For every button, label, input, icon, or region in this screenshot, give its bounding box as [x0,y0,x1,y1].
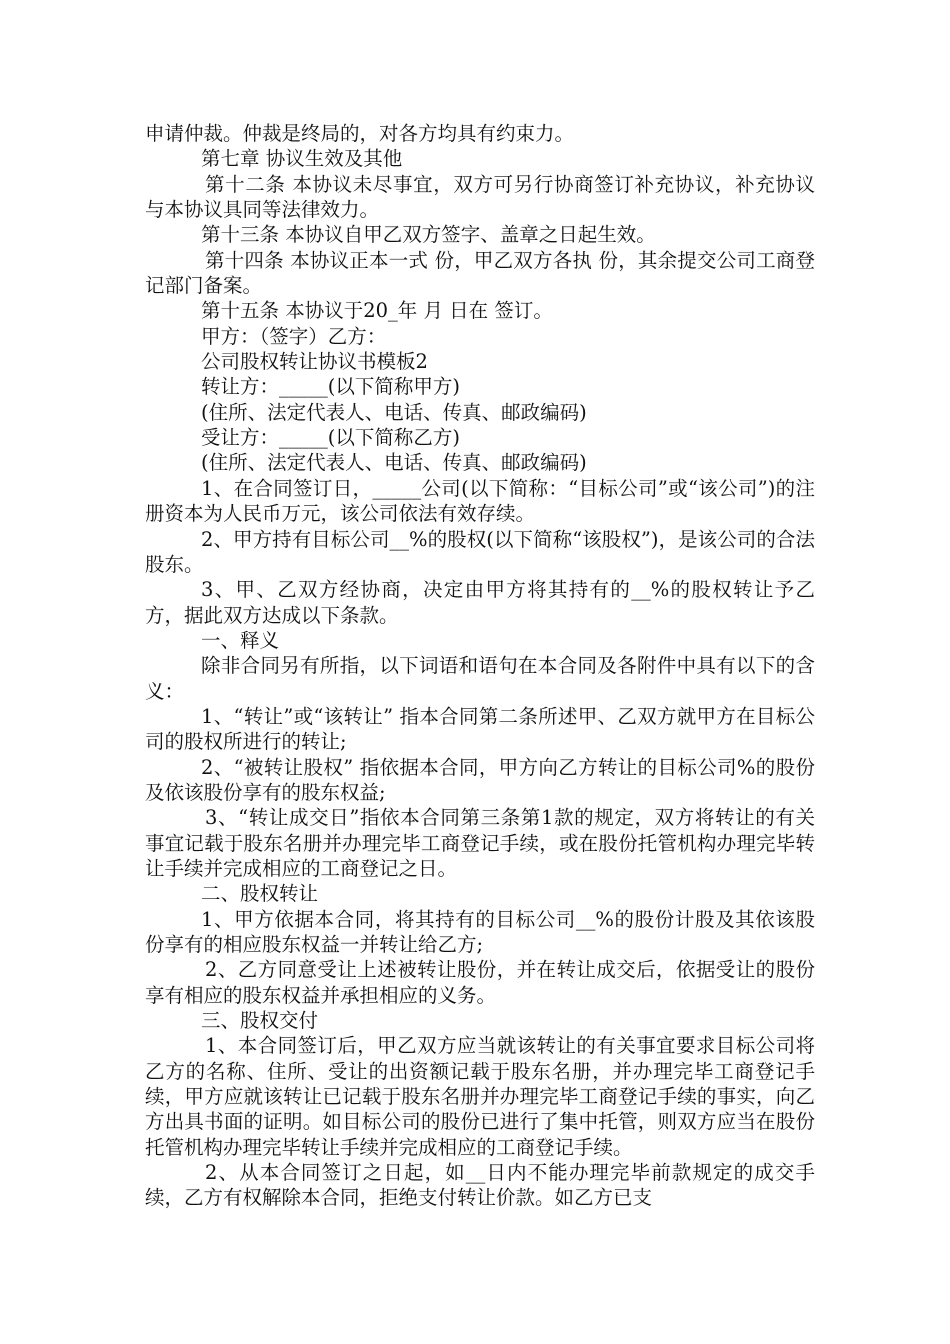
paragraph: 2、从本合同签订之日起，如__日内不能办理完毕前款规定的成交手续，乙方有权解除本合同，拒绝支付转让价款。如乙方已支 [145,1161,815,1210]
paragraph: 1、“转让”或“该转让” 指本合同第二条所述甲、乙双方就甲方在目标公司的股权所进行的转让; [145,704,815,754]
party-details: (住所、法定代表人、电话、传真、邮政编码) [201,400,587,424]
paragraph: 1、本合同签订后，甲乙双方应当就该转让的有关事宜要求目标公司将乙方的名称、住所、受让的出资额记载于股东名册，并办理完毕工商登记手续，甲方应就该转让已记载于股东名册并办理完毕工商登记手续的事实，向乙方出具书面的证明。如目标公司的股份已进行了集中托管，则双方应当在股份托管机构办理完毕转让手续并完成相应的工商登记手续。 [145,1034,815,1159]
section-heading: 二、股权转让 [201,882,319,906]
chapter-heading: 第七章 协议生效及其他 [201,147,403,171]
party-line: 受让方：_____(以下简称乙方) [201,426,460,450]
section-title: 公司股权转让协议书模板2 [201,350,428,374]
party-line: 转让方：_____(以下简称甲方) [201,375,460,399]
party-details: (住所、法定代表人、电话、传真、邮政编码) [201,451,587,475]
paragraph: 1、在合同签订日，_____公司(以下简称：“目标公司”或“该公司”)的注册资本为人民币万元，该公司依法有效存续。 [145,476,815,526]
paragraph: 2、“被转让股权” 指依据本合同，甲方向乙方转让的目标公司%的股份及依该股份享有的股东权益; [145,755,815,804]
paragraph: 申请仲裁。仲裁是终局的，对各方均具有约束力。 [145,122,575,145]
section-heading: 三、股权交付 [201,1009,319,1033]
paragraph: 第十三条 本协议自甲乙双方签字、盖章之日起生效。 [201,223,656,247]
paragraph: 第十五条 本协议于20_年 月 日在 签订。 [201,299,553,323]
paragraph: 3、“转让成交日”指依本合同第三条第1款的规定，双方将转让的有关事宜记载于股东名册并办理完毕工商登记手续，或在股份托管机构办理完毕转让手续并完成相应的工商登记之日。 [145,806,815,880]
paragraph: 1、甲方依据本合同，将其持有的目标公司__%的股份计股及其依该股份享有的相应股东权益一并转让给乙方; [145,907,815,956]
paragraph: 2、甲方持有目标公司__%的股权(以下简称“该股权”)，是该公司的合法股东。 [145,527,815,576]
paragraph: 除非合同另有所指，以下词语和语句在本合同及各附件中具有以下的含义： [145,654,815,703]
document-body [145,121,815,1211]
paragraph: 3、甲、乙双方经协商，决定由甲方将其持有的__%的股权转让予乙方，据此双方达成以下条款。 [145,578,815,627]
paragraph: 2、乙方同意受让上述被转让股份，并在转让成交后，依据受让的股份享有相应的股东权益并承担相应的义务。 [145,958,815,1007]
paragraph: 第十四条 本协议正本一式 份，甲乙双方各执 份，其余提交公司工商登记部门备案。 [145,248,815,298]
signature-line: 甲方：（签字）乙方： [201,324,387,348]
section-heading: 一、释义 [201,628,280,652]
paragraph: 第十二条 本协议未尽事宜，双方可另行协商签订补充协议，补充协议与本协议具同等法律效力。 [145,172,815,222]
